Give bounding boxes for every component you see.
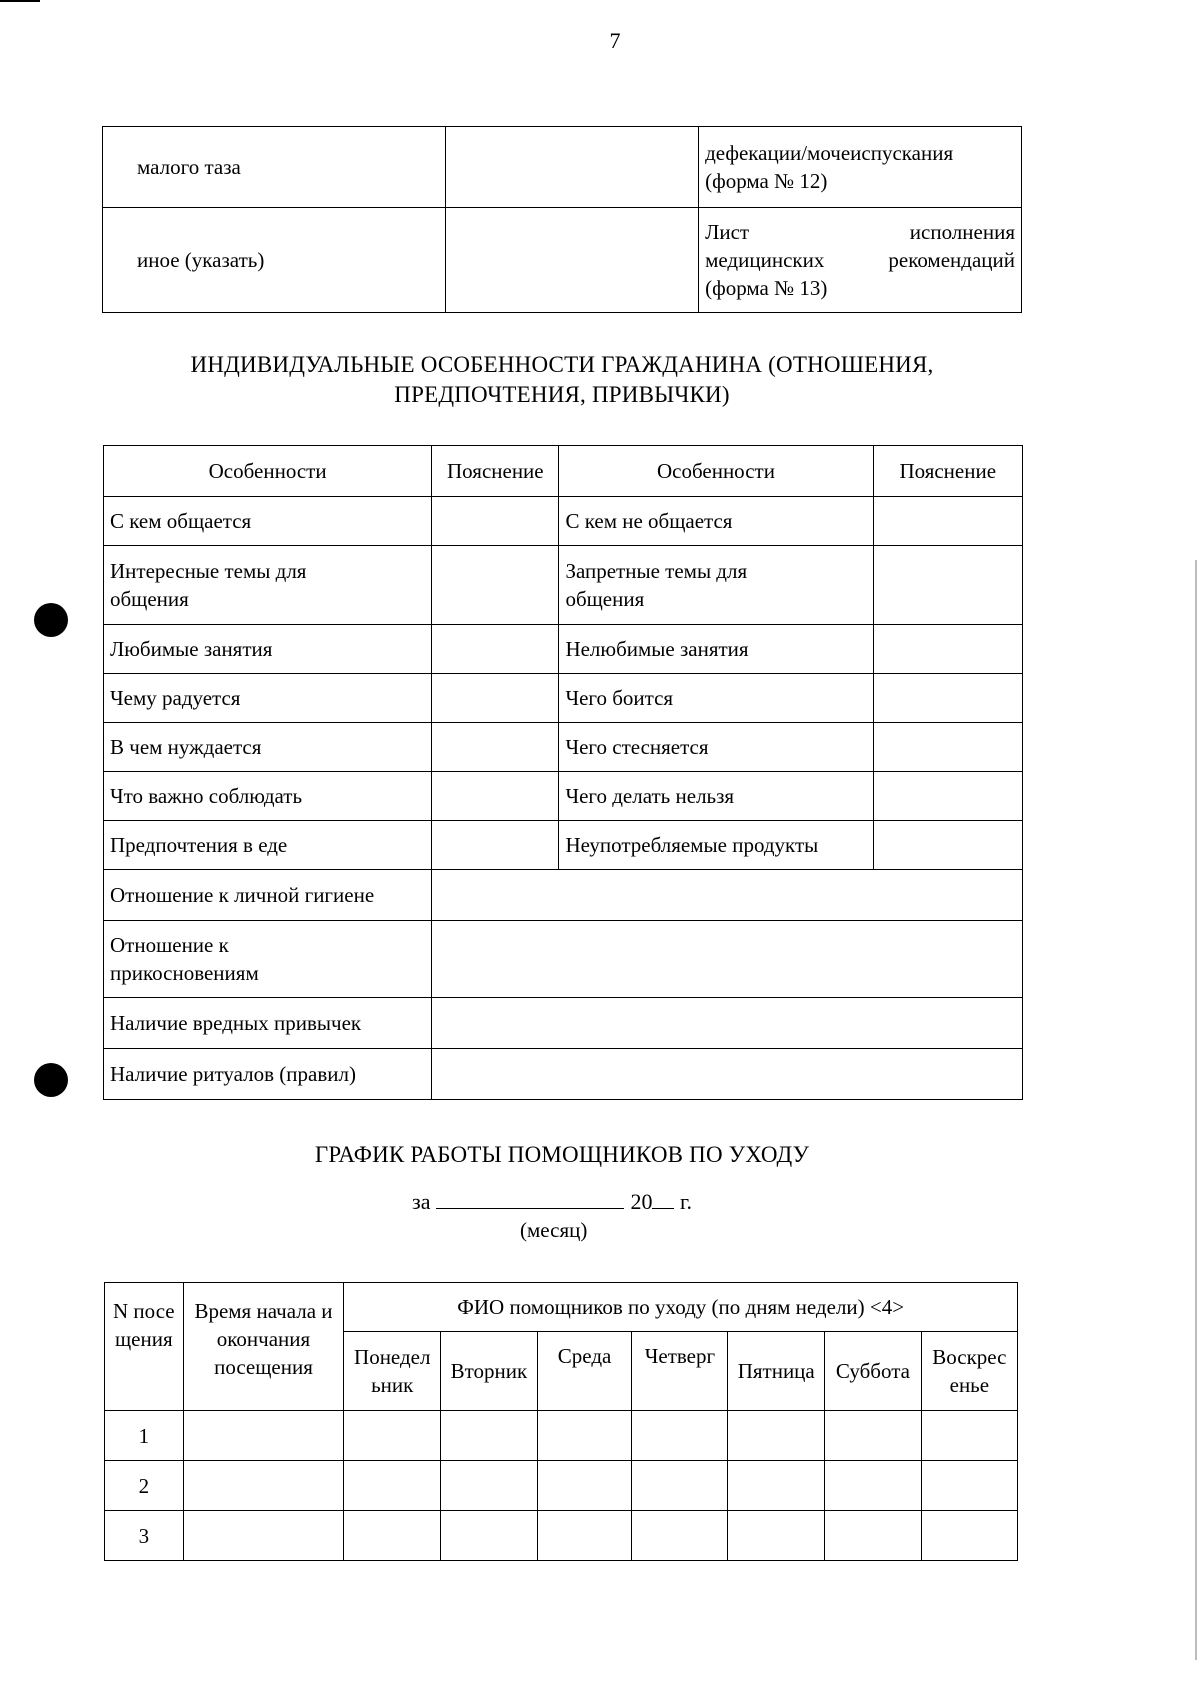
explanation-cell	[873, 674, 1023, 723]
feature-text: Отношение к прикосновениям	[110, 933, 259, 985]
table-cell	[537, 1461, 632, 1511]
table-row	[104, 870, 1023, 921]
feature-label: Чему радуется	[104, 674, 432, 723]
year-suffix: г.	[679, 1189, 693, 1214]
day-header	[441, 1332, 538, 1411]
table-row	[104, 625, 1023, 674]
table-cell	[699, 208, 1022, 313]
table-row	[104, 921, 1023, 998]
cell-line: (форма № 13)	[705, 276, 828, 300]
explanation-cell	[432, 821, 559, 870]
explanation-cell	[432, 723, 559, 772]
day-header	[825, 1332, 922, 1411]
cell-line: дефекации/мочеиспускания	[705, 141, 954, 165]
header-text: Суббота	[835, 1359, 910, 1383]
table-cell	[825, 1461, 922, 1511]
table-cell	[921, 1461, 1017, 1511]
explanation-cell	[432, 1049, 1023, 1100]
feature-label: Отношение к личной гигиене	[104, 870, 432, 921]
column-header: Особенности	[104, 446, 432, 497]
table-cell: иное (указать)	[103, 208, 446, 313]
table-cell	[441, 1461, 538, 1511]
table-cell	[441, 1411, 538, 1461]
feature-label: Чего делать нельзя	[559, 772, 873, 821]
table-row	[105, 1411, 1018, 1461]
table-cell	[183, 1461, 344, 1511]
explanation-cell	[432, 497, 559, 546]
scan-edge-mark	[0, 0, 40, 2]
section-title-schedule: ГРАФИК РАБОТЫ ПОМОЩНИКОВ ПО УХОДУ	[314, 1142, 810, 1167]
feature-label: Наличие ритуалов (правил)	[104, 1049, 432, 1100]
table-cell	[728, 1461, 825, 1511]
column-header: Пояснение	[873, 446, 1023, 497]
feature-label	[559, 546, 873, 625]
day-header	[921, 1332, 1017, 1411]
explanation-cell	[873, 772, 1023, 821]
table-row	[104, 1049, 1023, 1100]
feature-label: Наличие вредных привычек	[104, 998, 432, 1049]
month-line	[412, 1188, 692, 1215]
header-text: N посещения	[113, 1299, 175, 1351]
continuation-table	[102, 126, 1022, 313]
page-number: 7	[609, 28, 621, 53]
explanation-cell	[432, 674, 559, 723]
day-header: Четверг	[632, 1332, 728, 1411]
day-header	[728, 1332, 825, 1411]
table-cell	[825, 1511, 922, 1561]
feature-label: Чего стесняется	[559, 723, 873, 772]
column-header: Особенности	[559, 446, 873, 497]
table-row	[104, 772, 1023, 821]
feature-label: Что важно соблюдать	[104, 772, 432, 821]
header-text: Понедельник	[354, 1345, 431, 1397]
table-row	[104, 497, 1023, 546]
table-row	[104, 998, 1023, 1049]
visit-number: 1	[105, 1411, 184, 1461]
punch-hole	[34, 1063, 68, 1097]
table-row	[104, 821, 1023, 870]
explanation-cell	[432, 998, 1023, 1049]
header-text: Воскресенье	[932, 1345, 1007, 1397]
table-cell	[344, 1461, 441, 1511]
table-row	[104, 546, 1023, 625]
explanation-cell	[873, 546, 1023, 625]
visit-number: 3	[105, 1511, 184, 1561]
table-row	[104, 674, 1023, 723]
explanation-cell	[873, 821, 1023, 870]
table-row	[103, 127, 1022, 208]
visit-time-header	[183, 1283, 344, 1411]
feature-label	[104, 546, 432, 625]
table-cell	[344, 1511, 441, 1561]
table-cell	[728, 1511, 825, 1561]
table-cell: малого таза	[103, 127, 446, 208]
visit-number-header	[105, 1283, 184, 1411]
feature-label: С кем общается	[104, 497, 432, 546]
explanation-cell	[432, 546, 559, 625]
explanation-cell	[432, 625, 559, 674]
table-cell	[921, 1511, 1017, 1561]
day-header: Среда	[537, 1332, 632, 1411]
table-row	[105, 1461, 1018, 1511]
table-header-row	[105, 1283, 1018, 1332]
table-cell	[632, 1461, 728, 1511]
explanation-cell	[432, 870, 1023, 921]
explanation-cell	[873, 497, 1023, 546]
explanation-cell	[432, 772, 559, 821]
cell-line: медицинских рекомендаций	[705, 248, 1015, 272]
table-row	[105, 1511, 1018, 1561]
table-cell	[344, 1411, 441, 1461]
table-cell	[441, 1511, 538, 1561]
title-line: ПРЕДПОЧТЕНИЯ, ПРИВЫЧКИ)	[394, 382, 730, 407]
table-cell	[921, 1411, 1017, 1461]
cell-line: Лист исполнения	[705, 220, 1015, 244]
table-cell	[183, 1511, 344, 1561]
table-cell	[183, 1411, 344, 1461]
table-cell	[825, 1411, 922, 1461]
header-text: Вторник	[450, 1359, 528, 1383]
day-header	[344, 1332, 441, 1411]
features-table	[103, 445, 1023, 1100]
table-cell	[699, 127, 1022, 208]
table-cell	[537, 1511, 632, 1561]
feature-label: Неупотребляемые продукты	[559, 821, 873, 870]
table-row	[103, 208, 1022, 313]
table-cell	[632, 1511, 728, 1561]
explanation-cell	[432, 921, 1023, 998]
section-title-features	[102, 350, 1022, 410]
feature-label: В чем нуждается	[104, 723, 432, 772]
table-cell	[537, 1411, 632, 1461]
month-blank	[436, 1188, 624, 1209]
table-cell	[728, 1411, 825, 1461]
year-prefix: 20	[630, 1189, 653, 1214]
feature-label: Предпочтения в еде	[104, 821, 432, 870]
table-cell	[632, 1411, 728, 1461]
assistants-group-header: ФИО помощников по уходу (по дням недели) <4>	[344, 1283, 1018, 1332]
column-header: Пояснение	[432, 446, 559, 497]
feature-label: Нелюбимые занятия	[559, 625, 873, 674]
for-label: за	[412, 1189, 431, 1214]
table-cell	[445, 127, 698, 208]
feature-text: Запретные темы для общения	[565, 559, 748, 611]
scan-edge-mark	[1195, 560, 1197, 1660]
header-text: Время начала и окончания посещения	[194, 1299, 333, 1379]
table-cell	[445, 208, 698, 313]
month-caption: (месяц)	[520, 1218, 588, 1242]
feature-label	[104, 921, 432, 998]
feature-label: Любимые занятия	[104, 625, 432, 674]
feature-label: Чего боится	[559, 674, 873, 723]
year-blank	[652, 1188, 674, 1209]
table-header-row	[104, 446, 1023, 497]
header-text: Пятница	[737, 1359, 815, 1383]
explanation-cell	[873, 625, 1023, 674]
explanation-cell	[873, 723, 1023, 772]
table-row	[104, 723, 1023, 772]
cell-line: (форма № 12)	[705, 169, 828, 193]
title-line: ИНДИВИДУАЛЬНЫЕ ОСОБЕННОСТИ ГРАЖДАНИНА (ОТНОШЕНИЯ,	[190, 352, 934, 377]
feature-label: С кем не общается	[559, 497, 873, 546]
schedule-table	[104, 1282, 1018, 1561]
feature-text: Интересные темы для общения	[110, 559, 307, 611]
visit-number: 2	[105, 1461, 184, 1511]
punch-hole	[34, 603, 68, 637]
